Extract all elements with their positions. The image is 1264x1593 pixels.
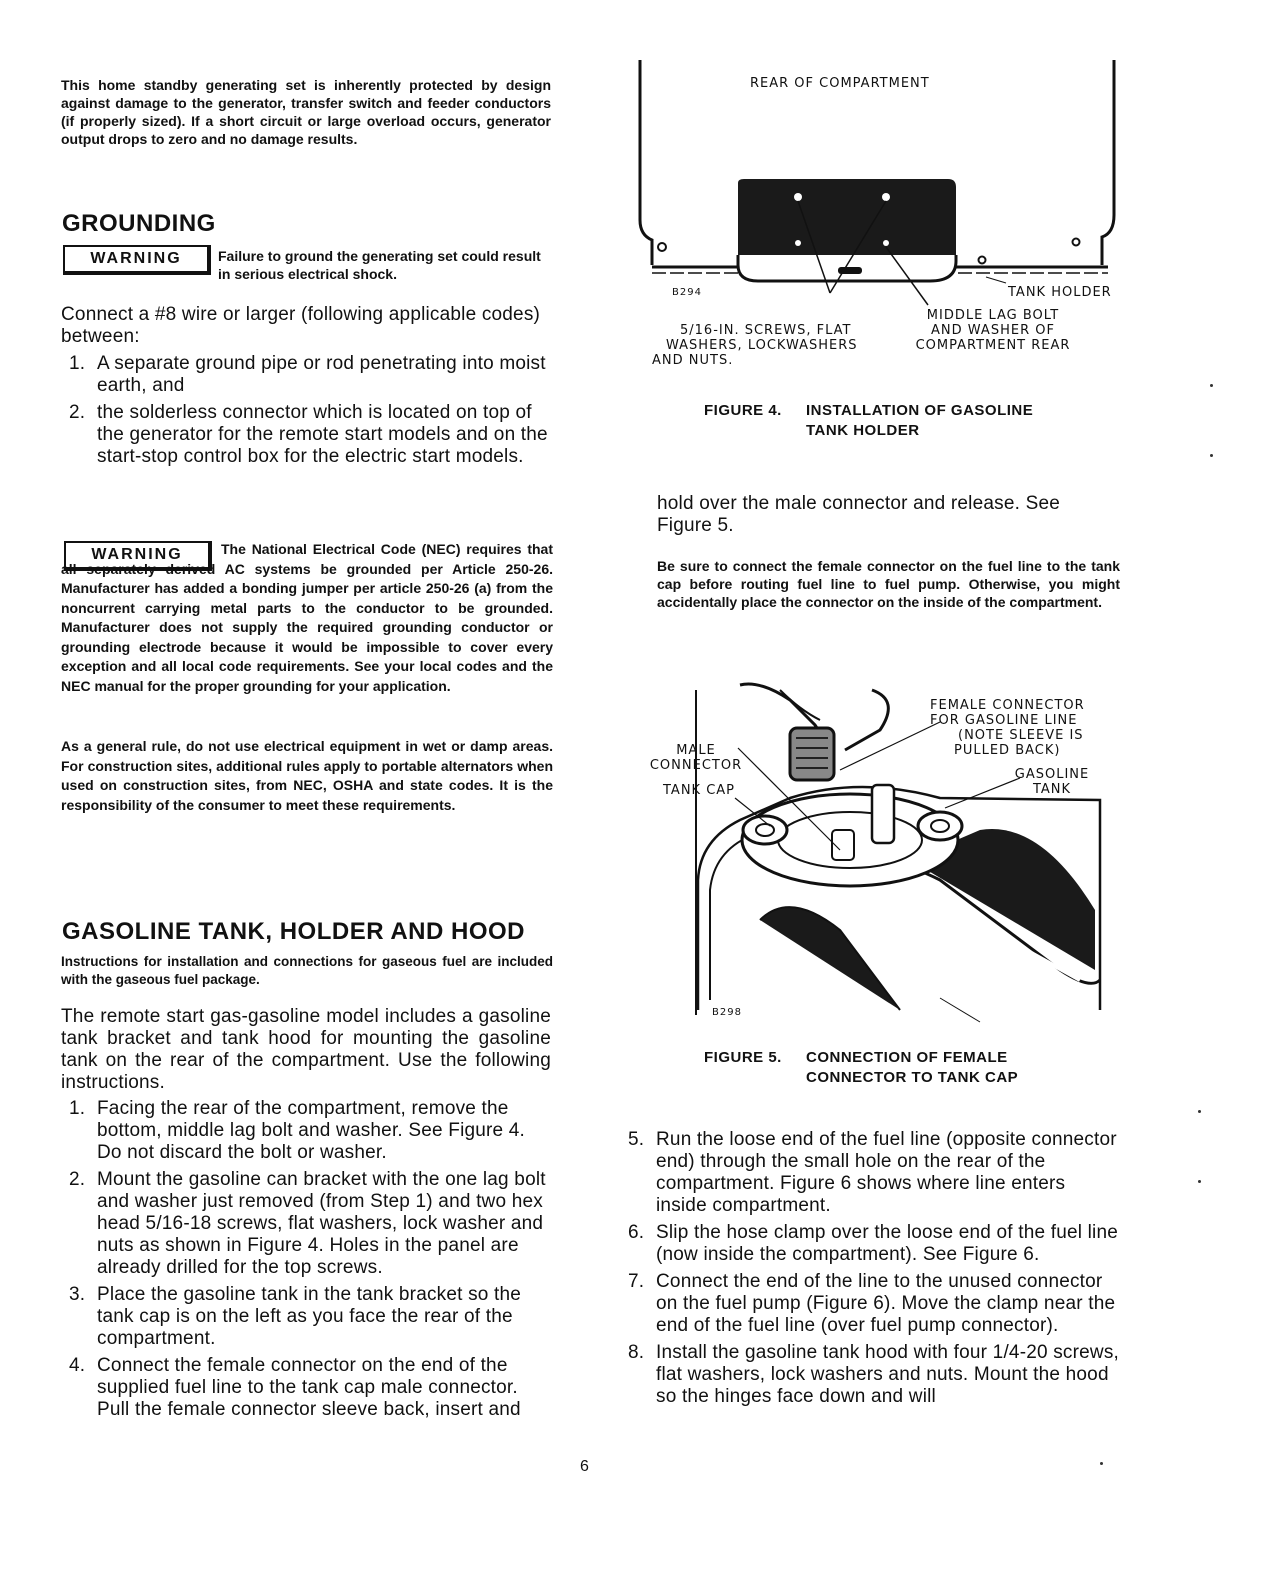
intro-paragraph: This home standby generating set is inherently protected by design against damage to the generator, transfer switch and feeder conductors (if properly sized). If a short circuit or large overload occurs, generator output drops to zero and no damage results. <box>61 77 551 147</box>
lag-bolt-label: MIDDLE LAG BOLT AND WASHER OF COMPARTMENT REAR <box>915 308 1071 353</box>
list-item: 1. A separate ground pipe or rod penetrating into moist earth, and <box>69 353 546 396</box>
page-number: 6 <box>580 1458 589 1475</box>
warning-badge-2: WARNING <box>64 541 212 571</box>
gasoline-tank-label: GASOLINE TANK <box>1014 767 1090 797</box>
rear-of-compartment-label: REAR OF COMPARTMENT <box>750 76 930 91</box>
scan-speck <box>1198 1180 1201 1183</box>
list-item: 1. Facing the rear of the compartment, remove the bottom, middle lag bolt and washer. See Figure 4. Do not discard the bolt or washer. <box>69 1098 526 1163</box>
warning-text: Failure to ground the generating set could result in serious electrical shock. <box>218 248 541 282</box>
list-item: 3. Place the gasoline tank in the tank bracket so the tank cap is on the left as you face the rear of the compartment. <box>69 1284 522 1349</box>
fuel-line-steps <box>620 1129 1120 1413</box>
scan-speck <box>1100 1462 1103 1465</box>
figure-4-caption: FIGURE 4. INSTALLATION OF GASOLINE TANK HOLDER <box>704 402 1034 439</box>
connect-paragraph: Connect a #8 wire or larger (following applicable codes) between: <box>61 304 541 347</box>
scan-speck <box>1210 384 1213 387</box>
list-item: 6. Slip the hose clamp over the loose end of the fuel line (now inside the compartment). See Figure 6. <box>628 1222 1119 1265</box>
tank-holder-label: TANK HOLDER <box>1008 285 1112 300</box>
warning-badge: WARNING <box>63 245 211 275</box>
male-connector-label: MALE CONNECTOR <box>649 743 743 773</box>
grounding-heading: GROUNDING <box>62 210 216 237</box>
female-connector-label: FEMALE CONNECTOR FOR GASOLINE LINE (NOTE SLEEVE IS PULLED BACK) <box>930 698 1085 758</box>
list-item: 8. Install the gasoline tank hood with four 1/4-20 screws, flat washers, lock washers and nuts. Mount the hood so the hinges face down and will <box>628 1342 1120 1407</box>
figure-4-code: B294 <box>672 287 702 298</box>
list-item: 2. Mount the gasoline can bracket with the one lag bolt and washer just removed (from Step 1) and two hex head 5/16-18 screws, flat washers, lock washer and nuts as shown in Figure 4. Holes in the panel are already drilled for the top screws. <box>69 1169 546 1278</box>
gasoline-heading: GASOLINE TANK, HOLDER AND HOOD <box>62 918 525 945</box>
tank-cap-label: TANK CAP <box>663 783 736 798</box>
nec-warning-text: The National Electrical Code (NEC) requires that all separately derived AC systems be grounded per Article 250-26. Manufacturer has added a bonding jumper per article 250-26 (a) from the noncurrent carrying metal parts to the conductor to be grounded. Manufacturer does not supply the required grounding conductor or grounding electrode because it would be impossible to cover every exception and all local code requirements. See your local codes and the NEC manual for the proper grounding for your application. <box>61 541 553 694</box>
grounding-list <box>61 353 551 473</box>
list-item: 5. Run the loose end of the fuel line (opposite connector end) through the small hole on the rear of the compartment. Figure 6 shows where line enters inside compartment. <box>628 1129 1117 1216</box>
continuation-paragraph: hold over the male connector and release. See Figure 5. <box>657 493 1060 536</box>
gasoline-steps <box>61 1098 551 1426</box>
figure-5-caption: FIGURE 5. CONNECTION OF FEMALE CONNECTOR TO TANK CAP <box>704 1049 1019 1086</box>
figure-5-code: B298 <box>712 1007 742 1018</box>
gasoline-intro: The remote start gas-gasoline model includes a gasoline tank bracket and tank hood for mounting the gasoline tank on the rear of the compartment. Use the following instructions. <box>61 1006 551 1093</box>
list-item: 4. Connect the female connector on the end of the supplied fuel line to the tank cap male connector. Pull the female connector sleeve back, insert and <box>69 1355 521 1420</box>
scan-speck <box>1210 454 1213 457</box>
list-item: 2. the solderless connector which is located on top of the generator for the remote start models and on the start-stop control box for the electric start models. <box>69 402 548 467</box>
figure-4-caption-number: FIGURE 4. <box>704 402 782 419</box>
figure-4-illustration <box>630 55 1140 315</box>
scan-speck <box>1198 1110 1201 1113</box>
figure-5-caption-number: FIGURE 5. <box>704 1049 782 1066</box>
general-rule-paragraph: As a general rule, do not use electrical equipment in wet or damp areas. For construction sites, additional rules apply to portable alternators when used on construction sites, from NEC, OSHA and state codes. It is the responsibility of the consumer to meet these requirements. <box>61 738 553 813</box>
connector-note: Be sure to connect the female connector on the fuel line to the tank cap before routing fuel line to fuel pump. Otherwise, you might accidentally place the connector on the inside of the compartment. <box>657 558 1120 610</box>
list-item: 7. Connect the end of the line to the unused connector on the fuel pump (Figure 6). Move the clamp near the end of the fuel line (over fuel pump connector). <box>628 1271 1116 1336</box>
screws-label: 5/16-IN. SCREWS, FLAT WASHERS, LOCKWASHERS AND NUTS. <box>652 323 858 368</box>
gaseous-note: Instructions for installation and connections for gaseous fuel are included with the gaseous fuel package. <box>61 954 553 987</box>
